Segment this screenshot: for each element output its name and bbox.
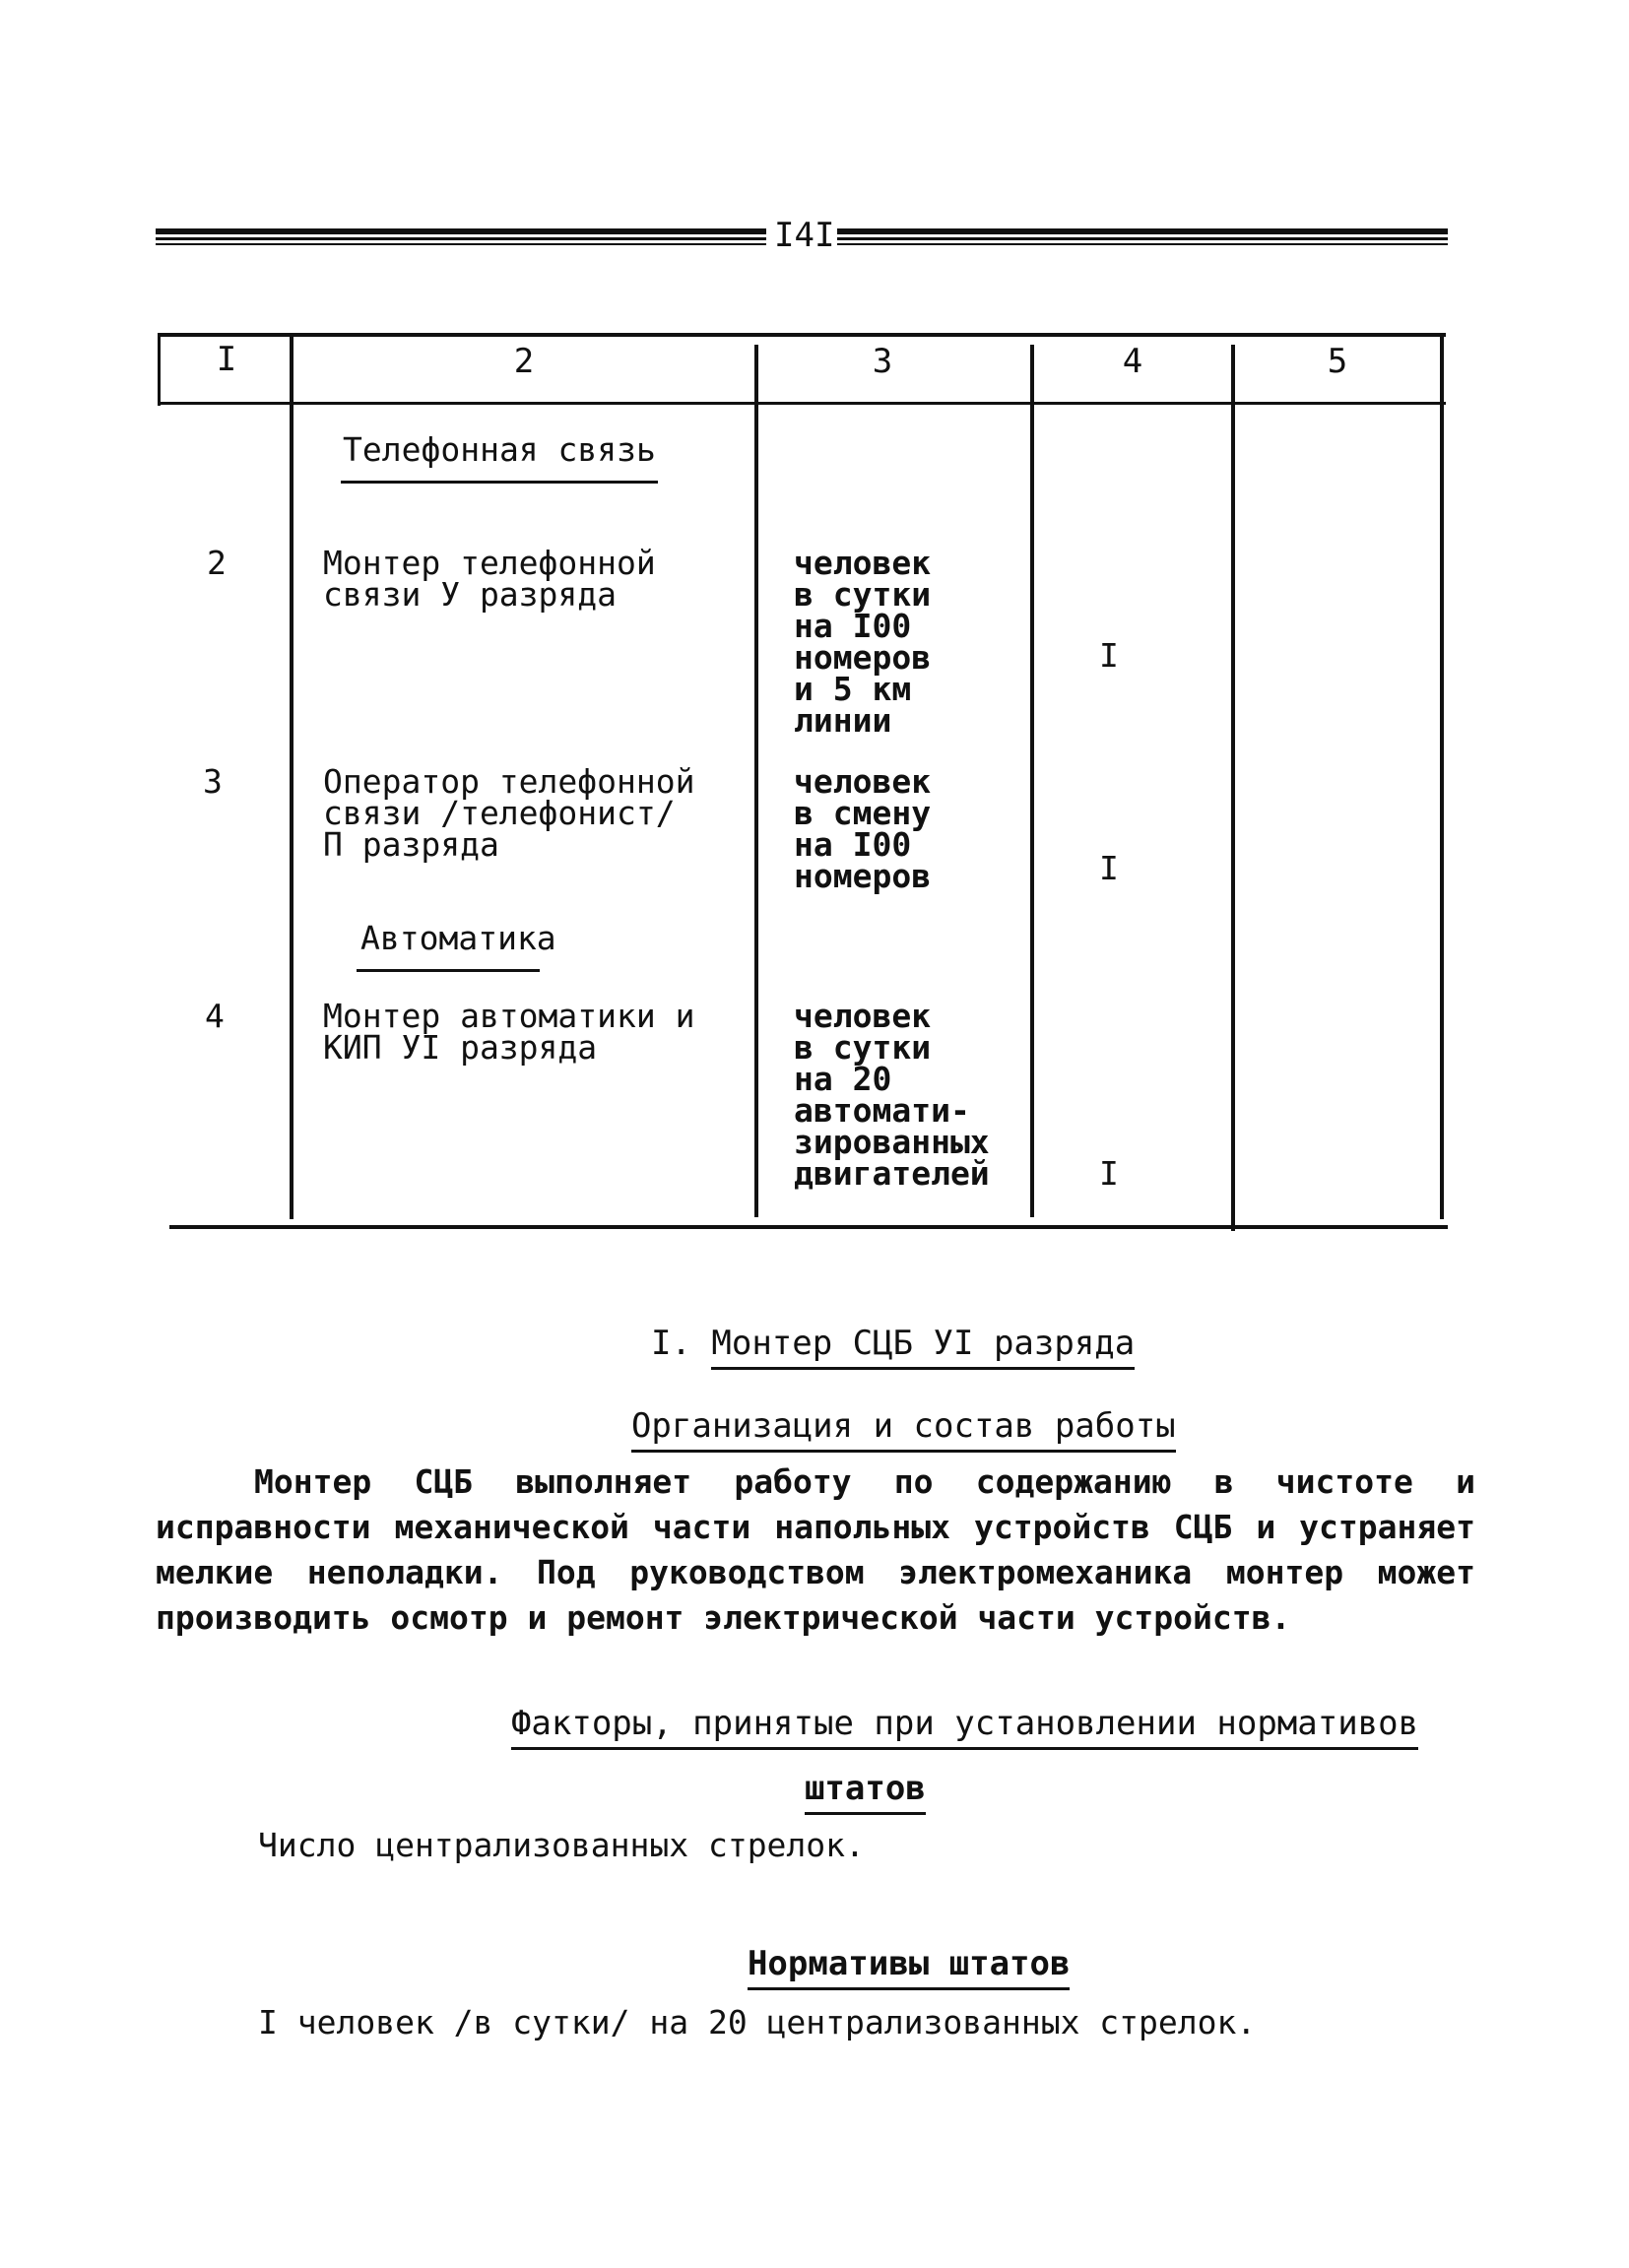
page-number: I4I — [774, 216, 835, 255]
table-bottom-border — [169, 1225, 1448, 1229]
table-header-col1: I — [216, 340, 237, 379]
section-title-prefix: I. — [650, 1324, 712, 1363]
table-col-line-0 — [158, 333, 161, 406]
row2-title: Монтер телефонной связи У разряда — [323, 544, 656, 614]
table-header-col5: 5 — [1327, 342, 1348, 381]
row2-number: 2 — [207, 544, 227, 582]
table-col-line-5 — [1440, 333, 1444, 1219]
org-heading-text: Организация и состав работы — [631, 1408, 1176, 1453]
section-title-text: Монтер СЦБ УI разряда — [711, 1326, 1135, 1370]
norms-heading-text: Нормативы штатов — [748, 1946, 1071, 1990]
factors-heading-line2 — [764, 1735, 926, 1815]
row4-norm: I — [1099, 1154, 1119, 1193]
factors-text: Число централизованных стрелок. — [258, 1826, 865, 1864]
table-col-line-2 — [754, 345, 758, 1217]
section-telephone-underline — [341, 481, 658, 484]
row3-norm: I — [1099, 849, 1119, 887]
row4-number: 4 — [205, 997, 225, 1035]
row3-number: 3 — [203, 762, 223, 801]
org-paragraph-text: Монтер СЦБ выполняет работу по содержанию в чистоте и исправности механической части напольных устройств СЦБ и устраняет мелкие неполадки. Под руководством электромеханика монтер может производить осмотр и ремонт электрической части устройств. — [156, 1462, 1475, 1637]
row3-unit: человек в смену на I00 номеров — [794, 762, 932, 895]
section-telephone: Телефонная связь — [343, 430, 656, 469]
factors-heading-line1 — [471, 1670, 1418, 1750]
row2-unit: человек в сутки на I00 номеров и 5 км линии — [794, 544, 932, 740]
section-automation-underline — [357, 969, 540, 972]
norms-heading — [707, 1911, 1070, 1990]
section-title — [611, 1290, 1135, 1370]
factors-heading-line1-text: Факторы, принятые при установлении нормативов — [511, 1706, 1418, 1750]
table-col-line-3 — [1030, 345, 1034, 1217]
norms-text: I человек /в сутки/ на 20 централизованных стрелок. — [258, 2003, 1257, 2041]
table-top-border — [158, 333, 1446, 337]
table-header-divider — [158, 402, 1446, 405]
factors-heading-line2-text: штатов — [805, 1771, 926, 1815]
table-header-col2: 2 — [513, 342, 535, 381]
table-col-line-1 — [290, 333, 293, 1219]
section-automation: Автоматика — [360, 919, 556, 957]
row4-title: Монтер автоматики и КИП УI разряда — [323, 997, 695, 1067]
table-header-col3: 3 — [872, 342, 893, 381]
table-header-col4: 4 — [1122, 342, 1143, 381]
org-heading — [591, 1373, 1176, 1453]
table-col-line-4 — [1231, 345, 1235, 1231]
row4-unit: человек в сутки на 20 автомати- зированных двигателей — [794, 997, 990, 1193]
org-paragraph — [156, 1459, 1475, 1641]
row3-title: Оператор телефонной связи /телефонист/ П разряда — [323, 762, 695, 864]
row2-norm: I — [1099, 636, 1119, 675]
